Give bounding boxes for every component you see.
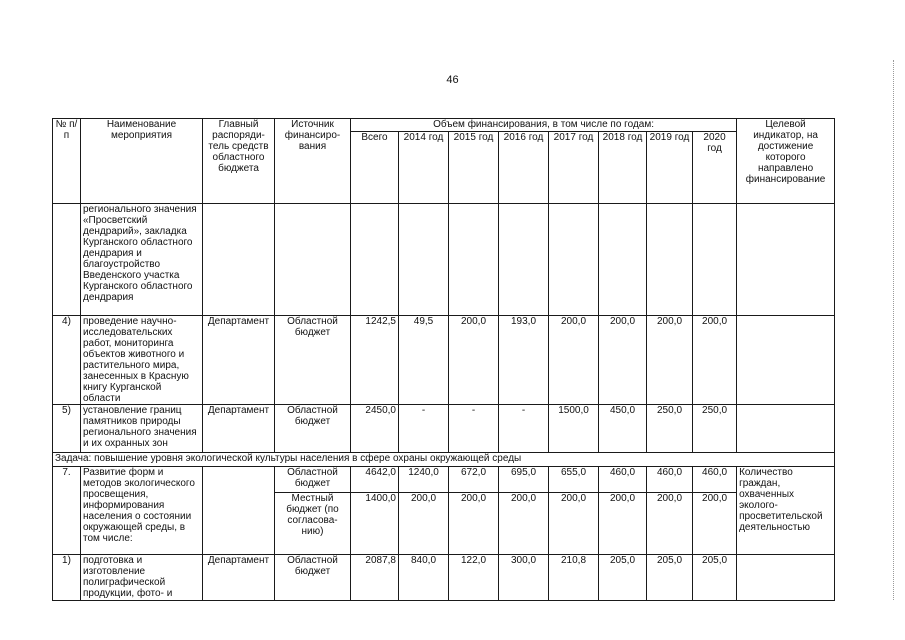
- row-name: подготовка и изготовление полиграфической продукции, фото- и: [81, 555, 203, 601]
- row-value: [399, 204, 449, 316]
- row-num: 1): [53, 555, 81, 601]
- row-value: 460,0: [693, 467, 737, 493]
- header-year: 2014 год: [399, 132, 449, 204]
- row-value: 200,0: [549, 316, 599, 405]
- row-value: 205,0: [599, 555, 647, 601]
- header-year: 2016 год: [499, 132, 549, 204]
- table-row: [53, 405, 835, 453]
- row-name: установление границ памятников природы регионального значения и их охранных зон: [81, 405, 203, 453]
- row-manager: Департамент: [203, 405, 275, 453]
- row-value: 695,0: [499, 467, 549, 493]
- row-value: 200,0: [647, 316, 693, 405]
- row-value: [549, 204, 599, 316]
- row-manager: Департамент: [203, 316, 275, 405]
- table-row: [53, 316, 835, 405]
- header-indicator: Целевой индикатор, на достижение которого направлено финансирование: [737, 119, 835, 204]
- row-value: -: [449, 405, 499, 453]
- row-value: 840,0: [399, 555, 449, 601]
- row-value: 655,0: [549, 467, 599, 493]
- row-value: 200,0: [599, 493, 647, 555]
- row-indicator: [737, 316, 835, 405]
- row-value: 200,0: [549, 493, 599, 555]
- row-total: 4642,0: [351, 467, 399, 493]
- row-value: 200,0: [399, 493, 449, 555]
- header-year: 2017 год: [549, 132, 599, 204]
- page-edge-marks: [893, 60, 894, 600]
- header-total: Всего: [351, 132, 399, 204]
- row-value: 200,0: [693, 493, 737, 555]
- row-value: 200,0: [599, 316, 647, 405]
- row-value: 205,0: [693, 555, 737, 601]
- header-year: 2015 год: [449, 132, 499, 204]
- row-total: 2450,0: [351, 405, 399, 453]
- table-row: [53, 204, 835, 316]
- row-value: 460,0: [599, 467, 647, 493]
- row-manager: [203, 467, 275, 555]
- row-value: 460,0: [647, 467, 693, 493]
- row-value: 200,0: [647, 493, 693, 555]
- row-value: 300,0: [499, 555, 549, 601]
- row-value: 122,0: [449, 555, 499, 601]
- header-year: 2018 год: [599, 132, 647, 204]
- row-value: 193,0: [499, 316, 549, 405]
- row-manager: Департамент: [203, 555, 275, 601]
- row-indicator: Количество граждан, охваченных эколого-просветительской деятельностью: [737, 467, 835, 555]
- row-name: Развитие форм и методов экологического просвещения, информирования населения о состоянии окружающей среды, в том числе:: [81, 467, 203, 555]
- row-value: 1500,0: [549, 405, 599, 453]
- row-indicator: [737, 204, 835, 316]
- row-source: [275, 204, 351, 316]
- row-value: 200,0: [693, 316, 737, 405]
- row-value: 1240,0: [399, 467, 449, 493]
- row-num: 4): [53, 316, 81, 405]
- row-total: [351, 204, 399, 316]
- row-num: [53, 204, 81, 316]
- row-name: регионального значения «Просветский дендрарий», закладка Курганского областного дендрария и благоустройство Введенского участка Курганского областного дендрария: [81, 204, 203, 316]
- row-value: [693, 204, 737, 316]
- page-number: 46: [446, 74, 459, 86]
- row-total: 1242,5: [351, 316, 399, 405]
- row-value: [599, 204, 647, 316]
- header-year: 2019 год: [647, 132, 693, 204]
- task-heading: Задача: повышение уровня экологической культуры населения в сфере охраны окружающей среды: [53, 453, 835, 467]
- header-num: № п/п: [53, 119, 81, 204]
- row-value: 200,0: [499, 493, 549, 555]
- row-num: 5): [53, 405, 81, 453]
- row-value: 250,0: [647, 405, 693, 453]
- header-volume: Объем финансирования, в том числе по годам:: [351, 119, 737, 132]
- row-source: Областной бюджет: [275, 555, 351, 601]
- row-source: Областной бюджет: [275, 316, 351, 405]
- row-indicator: [737, 555, 835, 601]
- header-year: 2020 год: [693, 132, 737, 204]
- row-value: 450,0: [599, 405, 647, 453]
- row-value: [499, 204, 549, 316]
- row-name: проведение научно-исследовательских работ, мониторинга объектов животного и растительного мира, занесенных в Красную книгу Курганской области: [81, 316, 203, 405]
- header-source: Источник финансиро-вания: [275, 119, 351, 204]
- table-row: [53, 555, 835, 601]
- row-value: 200,0: [449, 316, 499, 405]
- row-total: 2087,8: [351, 555, 399, 601]
- row-manager: [203, 204, 275, 316]
- table-row: [53, 467, 835, 493]
- row-source: Местный бюджет (по согласова-нию): [275, 493, 351, 555]
- row-value: 49,5: [399, 316, 449, 405]
- row-num: 7.: [53, 467, 81, 555]
- row-total: 1400,0: [351, 493, 399, 555]
- header-manager: Главный распоряди-тель средств областного бюджета: [203, 119, 275, 204]
- header-name: Наименование мероприятия: [81, 119, 203, 204]
- row-source: Областной бюджет: [275, 467, 351, 493]
- row-value: 250,0: [693, 405, 737, 453]
- row-value: 672,0: [449, 467, 499, 493]
- row-value: 210,8: [549, 555, 599, 601]
- row-value: -: [399, 405, 449, 453]
- row-value: [449, 204, 499, 316]
- row-value: 200,0: [449, 493, 499, 555]
- row-value: -: [499, 405, 549, 453]
- row-value: 205,0: [647, 555, 693, 601]
- row-value: [647, 204, 693, 316]
- financing-table: [52, 118, 835, 601]
- row-indicator: [737, 405, 835, 453]
- row-source: Областной бюджет: [275, 405, 351, 453]
